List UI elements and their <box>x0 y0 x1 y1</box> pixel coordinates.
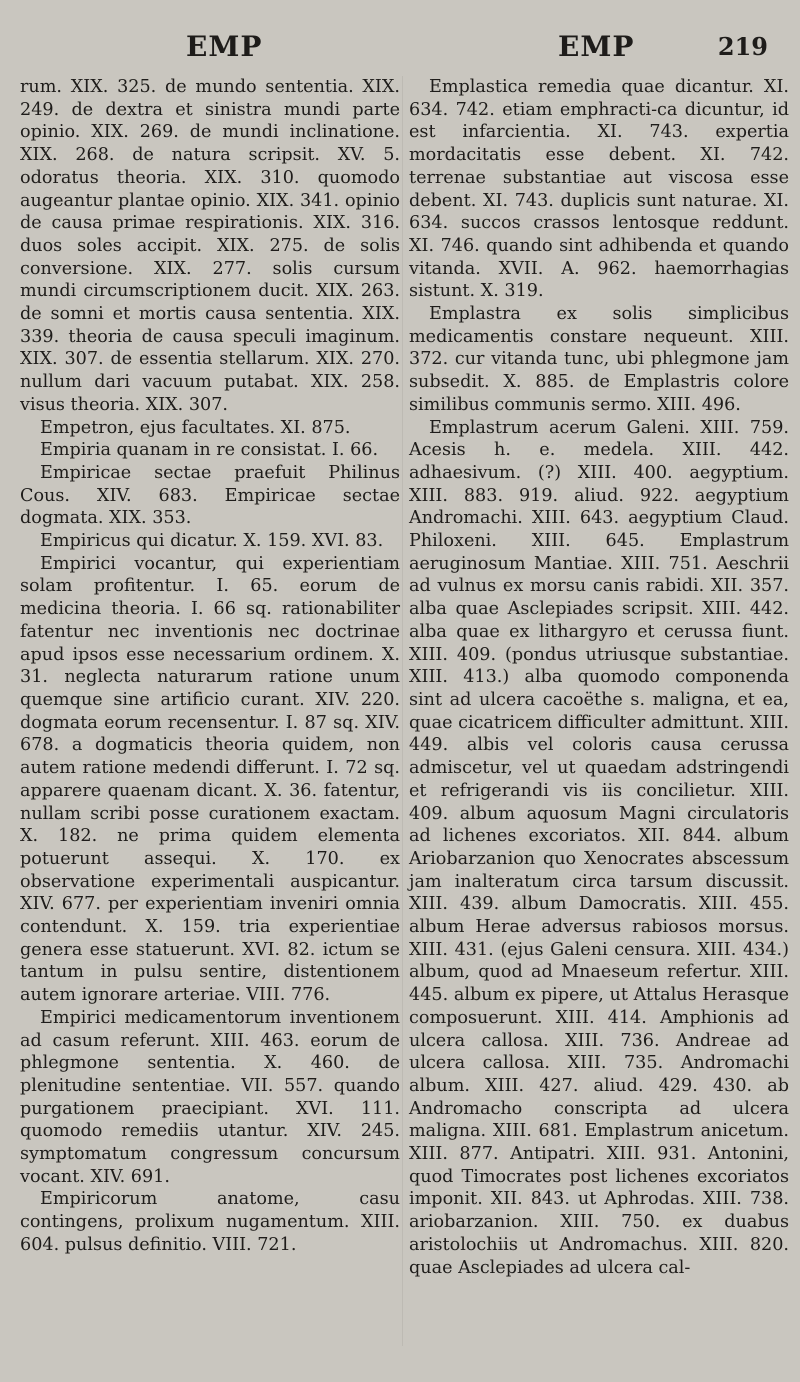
index-entry: rum. XIX. 325. de mundo sententia. XIX. 249. de dextra et sinistra mundi parte opinio. XIX. 269. de mundi inclinatione. XIX. 268. de natura scripsit. XV. 5. odoratus theoria. XIX. 310. quomodo augeantur plantae opinio. XIX. 341. opinio de causa primae respirationis. XIX. 316. duos soles accipit. XIX. 275. de solis conversione. XIX. 277. solis cursum mundi circumscriptionem ducit. XIX. 263. de somni et mortis causa sententia. XIX. 339. theoria de causa speculi imaginum. XIX. 307. de essentia stellarum. XIX. 270. nullum dari vacuum putabat. XIX. 258. visus theoria. XIX. 307. <box>20 77 400 415</box>
index-entry: Empiricae sectae praefuit Philinus Cous. XIV. 683. Empiricae sectae dogmata. XIX. 353. <box>20 462 400 529</box>
index-entry: Emplastica remedia quae dicantur. XI. 634. 742. etiam emphracti-ca dicuntur, id est infarcientia. XI. 743. expertia mordacitatis esse debent. XI. 742. terrenae substantiae aut viscosa esse debent. XI. 743. duplicis sunt naturae. XI. 634. succos crassos lentosque reddunt. XI. 746. quando sint adhibenda et quando vitanda. XVII. A. 962. haemorrhagias sistunt. X. 319. <box>409 77 789 302</box>
index-entry: Empirici vocantur, qui experientiam solam profitentur. I. 65. eorum de medicina theoria. I. 66 sq. rationabiliter fatentur nec inventionis nec doctrinae apud ipsos esse necessarium ordinem. X. 31. neglecta naturarum ratione unum quemque sine artificio curant. XIV. 220. dogmata eorum recensentur. I. 87 sq. XIV. 678. a dogmaticis theoria quidem, non autem ratione medendi differunt. I. 72 sq. apparere quaenam dicant. X. 36. fatentur, nullam scribi posse curationem exactam. X. 182. ne prima quidem elementa potuerunt assequi. X. 170. ex observatione experimentali auspicantur. XIV. 677. per experientiam inveniri omnia contendunt. X. 159. tria experientiae genera esse statuerunt. XVI. 82. ictum se tantum in pulsu sentire, distentionem autem ignorare arteriae. VIII. 776. <box>20 553 400 1006</box>
page-number: 219 <box>717 32 768 61</box>
index-entry: Emplastrum acerum Galeni. XIII. 759. Acesis h. e. medela. XIII. 442. adhaesivum. (?) XIII. 400. aegyptium. XIII. 883. 919. aliud. 922. aegyptium Andromachi. XIII. 643. aegyptium Claud. Philoxeni. XIII. 645. Emplastrum aeruginosum Mantiae. XIII. 751. Aeschrii ad vulnus ex morsu canis rabidi. XII. 357. alba quae Asclepiades scripsit. XIII. 442. alba quae ex lithargyro et cerussa fiunt. XIII. 409. (pondus utriusque substantiae. XIII. 413.) alba quomodo componenda sint ad ulcera cacoëthe s. maligna, et ea, quae cicatricem difficulter admittunt. XIII. 449. albis vel coloris causa cerussa admiscetur, vel ut quaedam adstringendi et refrigerandi vis iis concilietur. XIII. 409. album aquosum Magni circulatoris ad lichenes excoriatos. XII. 844. album Ariobarzanion quo Xenocrates abscessum jam inalteratum circa tarsum discussit. XIII. 439. album Damocratis. XIII. 455. album Herae adversus rabiosos morsus. XIII. 431. (ejus Galeni censura. XIII. 434.) album, quod ad Mnaeseum refertur. XIII. 445. album ex pipere, ut Attalus Herasque composuerunt. XIII. 414. Amphionis ad ulcera callosa. XIII. 736. Andreae ad ulcera callosa. XIII. 735. Andromachi album. XIII. 427. aliud. 429. 430. ab Andromacho conscripta ad ulcera maligna. XIII. 681. Emplastrum anicetum. XIII. 877. Antipatri. XIII. 931. Antonini, quod Timocrates post lichenes excoriatos imponit. XII. 843. ut Aphrodas. XIII. 738. ariobarzanion. XIII. 750. ex duabus aristolochiis ut Andromachus. XIII. 820. quae Asclepiades ad ulcera cal- <box>409 417 789 1278</box>
index-entry: Empetron, ejus facultates. XI. 875. <box>40 417 351 438</box>
index-entry: Empiria quanam in re consistat. I. 66. <box>40 440 379 461</box>
left-column <box>20 76 400 1257</box>
index-entry: Empiricus qui dicatur. X. 159. XVI. 83. <box>40 531 384 552</box>
left-guide-word: EMP <box>186 30 263 63</box>
index-entry: Empirici medicamentorum inventionem ad casum referunt. XIII. 463. eorum de phlegmone sententia. X. 460. de plenitudine sententiae. VII. 557. quando purgationem praecipiant. XVI. 111. quomodo remediis utantur. XIV. 245. symptomatum congressum concursum vocant. XIV. 691. <box>20 1007 400 1187</box>
index-entry: Empiricorum anatome, casu contingens, prolixum nugamentum. XIII. 604. pulsus definitio. VIII. 721. <box>20 1189 400 1255</box>
right-guide-word: EMP <box>558 30 635 63</box>
right-column <box>409 76 789 1279</box>
running-header <box>0 20 800 72</box>
index-entry: Emplastra ex solis simplicibus medicamentis constare nequeunt. XIII. 372. cur vitanda tunc, ubi phlegmone jam subsedit. X. 885. de Emplastris colore similibus communis sermo. XIII. 496. <box>409 304 789 415</box>
column-gutter <box>402 76 403 1346</box>
